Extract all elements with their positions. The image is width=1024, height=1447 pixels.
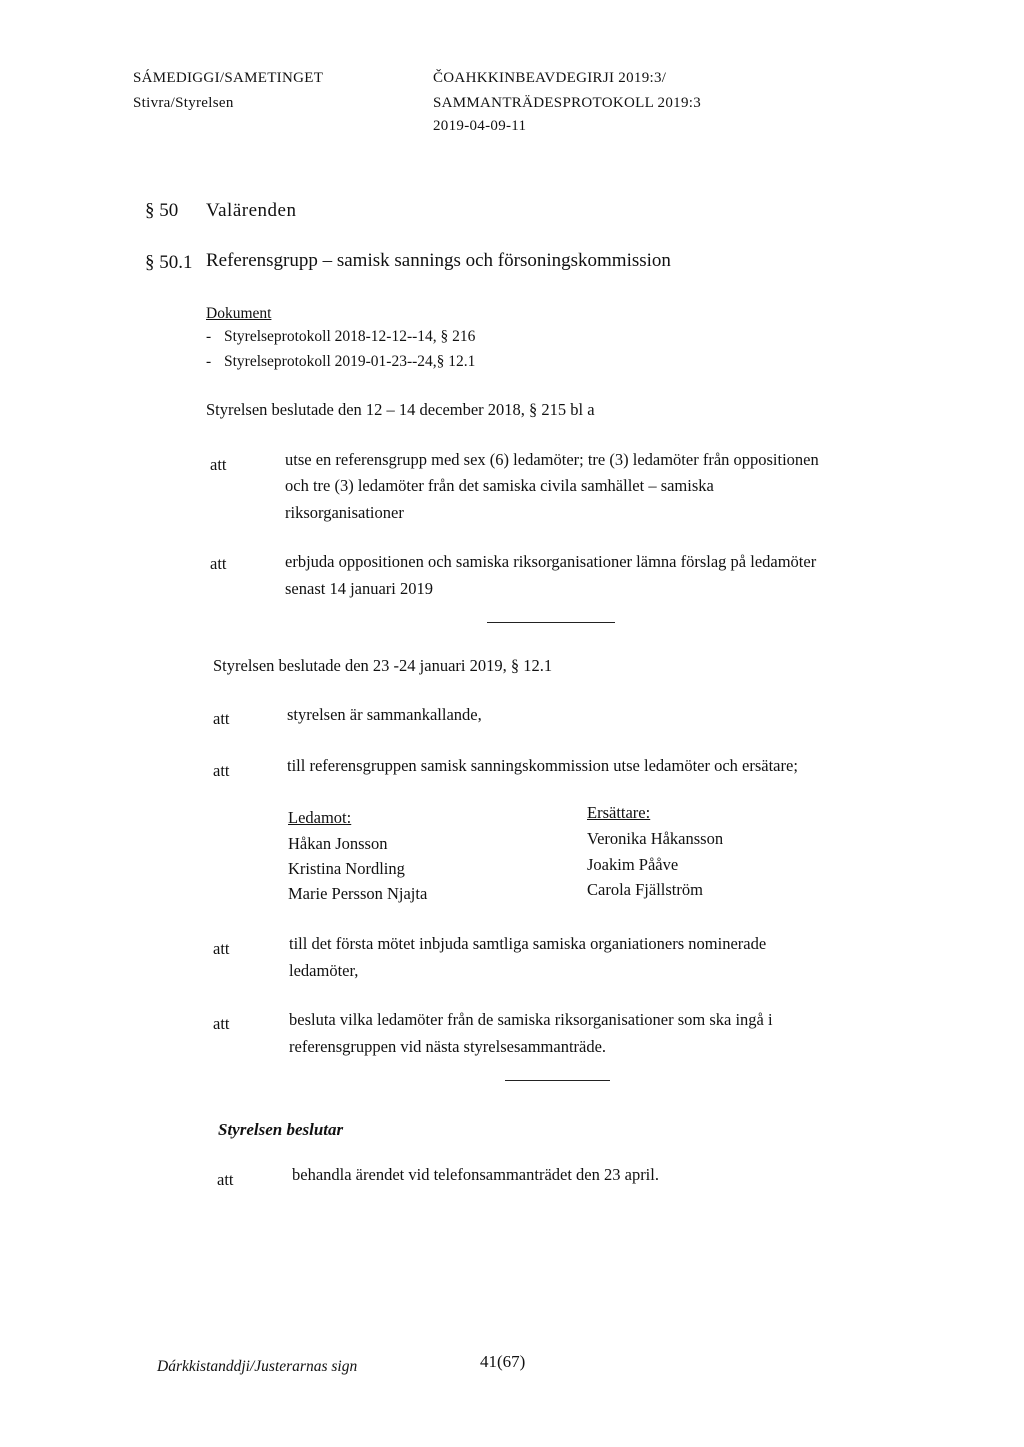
document-item-text: Styrelseprotokoll 2019-01-23--24,§ 12.1 bbox=[224, 353, 476, 370]
org-unit: Stivra/Styrelsen bbox=[133, 95, 234, 111]
decision1-item-line: utse en referensgrupp med sex (6) ledamöter; tre (3) ledamöter från oppositionen bbox=[285, 450, 819, 469]
ledamot-name: Marie Persson Njajta bbox=[288, 884, 428, 903]
doc-subtitle: SAMMANTRÄDESPROTOKOLL 2019:3 bbox=[433, 95, 702, 111]
ersattare-name: Veronika Håkansson bbox=[587, 829, 724, 848]
ledamot-name: Håkan Jonsson bbox=[288, 834, 388, 853]
list-dash: - bbox=[206, 353, 212, 370]
doc-title: ČOAHKKINBEAVDEGIRJI 2019:3/ bbox=[433, 70, 667, 86]
ersattare-name: Carola Fjällström bbox=[587, 880, 703, 899]
board-decides-heading: Styrelsen beslutar bbox=[218, 1120, 344, 1139]
decision1-item-line: erbjuda oppositionen och samiska riksorganisationer lämna förslag på ledamöter bbox=[285, 552, 817, 571]
ersattare-heading: Ersättare: bbox=[587, 803, 651, 822]
section-number: § 50 bbox=[145, 200, 179, 221]
ledamot-heading: Ledamot: bbox=[288, 808, 352, 827]
att-label: att bbox=[213, 939, 230, 958]
decision2-item-line: ledamöter, bbox=[289, 961, 359, 980]
decision2-item-text: till referensgruppen samisk sanningskommission utse ledamöter och ersätare; bbox=[287, 756, 798, 775]
decision1-item-line: och tre (3) ledamöter från det samiska civila samhället – samiska bbox=[285, 476, 714, 495]
att-label: att bbox=[213, 1014, 230, 1033]
decision2-intro: Styrelsen beslutade den 23 -24 januari 2019, § 12.1 bbox=[213, 656, 553, 675]
board-decides-text: behandla ärendet vid telefonsammanträdet den 23 april. bbox=[292, 1165, 659, 1184]
section-title: Valärenden bbox=[206, 200, 297, 221]
decision2-item-text: styrelsen är sammankallande, bbox=[287, 705, 482, 724]
org-name: SÁMEDIGGI/SAMETINGET bbox=[133, 70, 324, 86]
att-label: att bbox=[210, 554, 227, 573]
decision1-item-line: senast 14 januari 2019 bbox=[285, 579, 434, 598]
document-item-text: Styrelseprotokoll 2018-12-12--14, § 216 bbox=[224, 328, 476, 345]
att-label: att bbox=[213, 761, 230, 780]
att-label: att bbox=[217, 1170, 234, 1189]
subsection-number: § 50.1 bbox=[145, 252, 193, 273]
decision2-item-line: referensgruppen vid nästa styrelsesammanträde. bbox=[289, 1037, 607, 1056]
att-label: att bbox=[210, 455, 227, 474]
decision1-intro: Styrelsen beslutade den 12 – 14 december 2018, § 215 bl a bbox=[206, 400, 595, 419]
document-item bbox=[206, 353, 475, 371]
decision2-item-line: besluta vilka ledamöter från de samiska riksorganisationer som ska ingå i bbox=[289, 1010, 773, 1029]
doc-date: 2019-04-09-11 bbox=[433, 118, 527, 134]
list-dash: - bbox=[206, 328, 212, 345]
signature-label: Dárkkistanddji/Justerarnas sign bbox=[157, 1358, 358, 1375]
separator-line bbox=[487, 622, 615, 623]
page-number: 41(67) bbox=[480, 1352, 526, 1371]
decision2-item-line: till det första mötet inbjuda samtliga samiska organiationers nominerade bbox=[289, 934, 767, 953]
documents-heading: Dokument bbox=[206, 305, 272, 322]
document-item bbox=[206, 328, 475, 346]
decision1-item-line: riksorganisationer bbox=[285, 503, 404, 522]
att-label: att bbox=[213, 709, 230, 728]
ersattare-name: Joakim Pååve bbox=[587, 855, 679, 874]
separator-line bbox=[505, 1080, 610, 1081]
ledamot-name: Kristina Nordling bbox=[288, 859, 405, 878]
subsection-title: Referensgrupp – samisk sannings och försoningskommission bbox=[206, 250, 671, 271]
